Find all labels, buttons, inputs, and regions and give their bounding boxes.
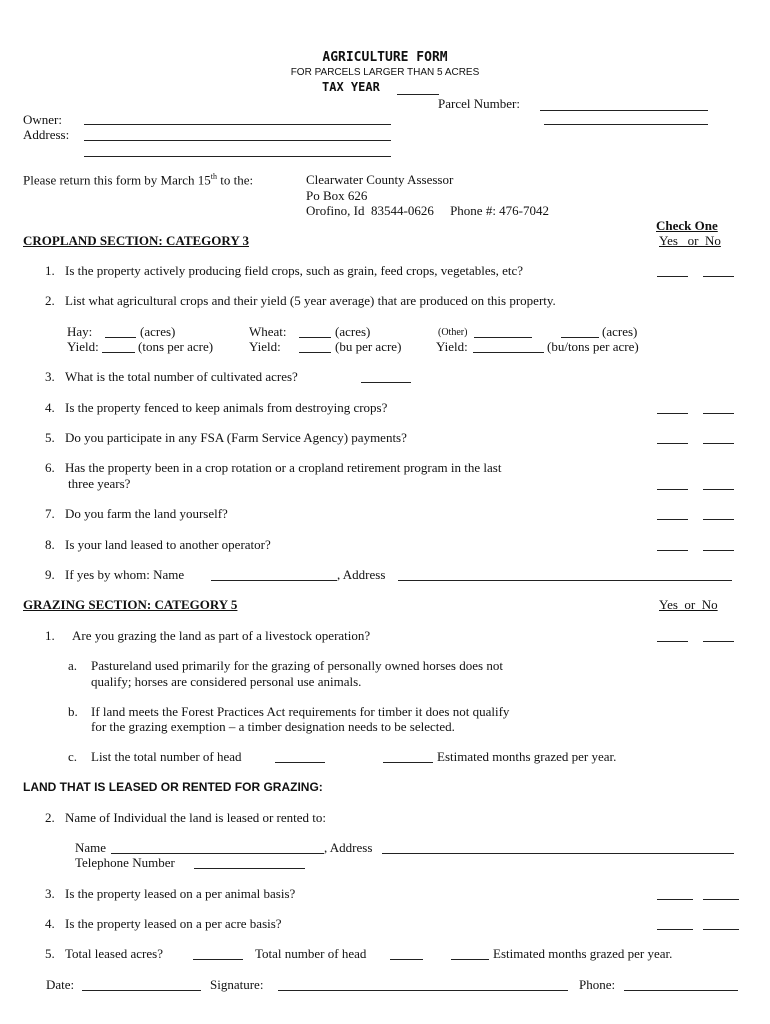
grazing-q1: 1. Are you grazing the land as part of a livestock operation? xyxy=(45,628,371,643)
hay-yield-field[interactable] xyxy=(102,352,135,353)
leased-q4-no-check[interactable] xyxy=(703,929,739,930)
wheat-yield-unit: (bu per acre) xyxy=(335,339,402,354)
q8-yes-check[interactable] xyxy=(657,550,688,551)
other-label: (Other) xyxy=(438,327,468,338)
grazing-item-b-cont: for the grazing exemption – a timber designation needs to be selected. xyxy=(91,719,455,734)
leased-months-label: Estimated months grazed per year. xyxy=(493,946,673,961)
assessor-city-phone: Orofino, Id 83544-0626 Phone #: 476-7042 xyxy=(306,203,550,218)
address-label: Address: xyxy=(23,127,70,142)
owner-field[interactable] xyxy=(84,124,391,125)
owner-label: Owner: xyxy=(23,112,62,127)
leased-head-field[interactable] xyxy=(390,959,423,960)
cropland-q3: 3. What is the total number of cultivated acres? xyxy=(45,369,298,384)
leased-q2: 2. Name of Individual the land is leased or rented to: xyxy=(45,810,327,825)
q5-no-check[interactable] xyxy=(703,443,734,444)
grazing-head-field[interactable] xyxy=(275,762,325,763)
other-yield-unit: (bu/tons per acre) xyxy=(547,339,639,354)
return-instructions: Please return this form by March 15th to the: xyxy=(23,172,254,188)
assessor-name: Clearwater County Assessor xyxy=(306,172,454,187)
address-field[interactable] xyxy=(84,140,391,141)
leased-name-field[interactable] xyxy=(111,853,324,854)
cropland-q8: 8. Is your land leased to another operator? xyxy=(45,537,271,552)
leased-q3: 3. Is the property leased on a per animal basis? xyxy=(45,886,296,901)
address-field-2[interactable] xyxy=(84,156,391,157)
q8-no-check[interactable] xyxy=(703,550,734,551)
q4-no-check[interactable] xyxy=(703,413,734,414)
hay-yield-unit: (tons per acre) xyxy=(138,339,214,354)
cropland-q2: 2. List what agricultural crops and their yield (5 year average) that are produced on this property. xyxy=(45,293,556,308)
hay-acres-unit: (acres) xyxy=(140,324,176,339)
tax-year-field[interactable] xyxy=(397,94,439,95)
hay-yield-label: Yield: xyxy=(67,339,99,354)
q5-yes-check[interactable] xyxy=(657,443,688,444)
check-one-label: Check One xyxy=(656,218,718,233)
leased-address-field[interactable] xyxy=(382,853,734,854)
wheat-yield-label: Yield: xyxy=(249,339,281,354)
date-label: Date: xyxy=(46,977,75,992)
cropland-q6: 6. Has the property been in a crop rotation or a cropland retirement program in the last xyxy=(45,460,502,475)
leased-months-field[interactable] xyxy=(451,959,489,960)
parcel-number-field[interactable] xyxy=(540,110,708,111)
parcel-number-field-2[interactable] xyxy=(544,124,708,125)
q1-no-check[interactable] xyxy=(703,276,734,277)
cropland-yes-no: Yes or No xyxy=(659,233,721,248)
other-acres-unit: (acres) xyxy=(602,324,638,339)
leased-q4-yes-check[interactable] xyxy=(657,929,693,930)
signature-field[interactable] xyxy=(278,990,568,991)
tax-year-label: TAX YEAR xyxy=(322,80,380,94)
leased-acres-field[interactable] xyxy=(193,959,243,960)
grazing-item-c: c. List the total number of head xyxy=(68,749,242,764)
phone-label: Phone: xyxy=(579,977,616,992)
wheat-label: Wheat: xyxy=(249,324,287,339)
leased-head-label: Total number of head xyxy=(255,946,367,961)
leased-q4: 4. Is the property leased on a per acre basis? xyxy=(45,916,282,931)
parcel-number-label: Parcel Number: xyxy=(438,96,520,111)
wheat-acres-field[interactable] xyxy=(299,337,331,338)
other-crop-field[interactable] xyxy=(474,337,532,338)
grazing-item-b: b. If land meets the Forest Practices Act requirements for timber it does not qualify xyxy=(68,704,510,719)
q6-no-check[interactable] xyxy=(703,489,734,490)
form-subtitle: FOR PARCELS LARGER THAN 5 ACRES xyxy=(290,67,480,78)
cropland-q7: 7. Do you farm the land yourself? xyxy=(45,506,228,521)
grazing-yes-no: Yes or No xyxy=(659,597,718,612)
q9-address-label: , Address xyxy=(337,567,386,582)
hay-acres-field[interactable] xyxy=(105,337,136,338)
leased-telephone-field[interactable] xyxy=(194,868,305,869)
leased-address-label: , Address xyxy=(324,840,373,855)
leased-q5: 5. Total leased acres? xyxy=(45,946,163,961)
grazing-item-a: a. Pastureland used primarily for the grazing of personally owned horses does not xyxy=(68,658,503,673)
q4-yes-check[interactable] xyxy=(657,413,688,414)
lessee-address-field[interactable] xyxy=(398,580,732,581)
grazing-item-a-cont: qualify; horses are considered personal use animals. xyxy=(91,674,362,689)
grazing-heading: GRAZING SECTION: CATEGORY 5 xyxy=(23,597,238,612)
cropland-q1: 1. Is the property actively producing field crops, such as grain, feed crops, vegetables, etc? xyxy=(45,263,524,278)
leased-q3-no-check[interactable] xyxy=(703,899,739,900)
form-title: AGRICULTURE FORM xyxy=(322,50,448,65)
cropland-q4: 4. Is the property fenced to keep animals from destroying crops? xyxy=(45,400,388,415)
leased-telephone-label: Telephone Number xyxy=(75,855,175,870)
hay-label: Hay: xyxy=(67,324,93,339)
phone-field[interactable] xyxy=(624,990,738,991)
date-field[interactable] xyxy=(82,990,201,991)
other-yield-label: Yield: xyxy=(436,339,468,354)
grazing-q1-no-check[interactable] xyxy=(703,641,734,642)
q7-no-check[interactable] xyxy=(703,519,734,520)
assessor-pobox: Po Box 626 xyxy=(306,188,368,203)
q1-yes-check[interactable] xyxy=(657,276,688,277)
q7-yes-check[interactable] xyxy=(657,519,688,520)
other-acres-field[interactable] xyxy=(561,337,599,338)
cropland-heading: CROPLAND SECTION: CATEGORY 3 xyxy=(23,233,249,248)
grazing-months-label: Estimated months grazed per year. xyxy=(437,749,617,764)
cultivated-acres-field[interactable] xyxy=(361,382,411,383)
wheat-acres-unit: (acres) xyxy=(335,324,371,339)
cropland-q6-cont: three years? xyxy=(68,476,131,491)
leased-name-label: Name xyxy=(75,840,107,855)
signature-label: Signature: xyxy=(210,977,264,992)
lessee-name-field[interactable] xyxy=(211,580,337,581)
q6-yes-check[interactable] xyxy=(657,489,688,490)
other-yield-field[interactable] xyxy=(473,352,544,353)
cropland-q5: 5. Do you participate in any FSA (Farm Service Agency) payments? xyxy=(45,430,407,445)
cropland-q9: 9. If yes by whom: Name xyxy=(45,567,185,582)
wheat-yield-field[interactable] xyxy=(299,352,331,353)
grazing-q1-yes-check[interactable] xyxy=(657,641,688,642)
grazing-months-field[interactable] xyxy=(383,762,433,763)
leased-q3-yes-check[interactable] xyxy=(657,899,693,900)
leased-heading: LAND THAT IS LEASED OR RENTED FOR GRAZING: xyxy=(23,780,323,794)
